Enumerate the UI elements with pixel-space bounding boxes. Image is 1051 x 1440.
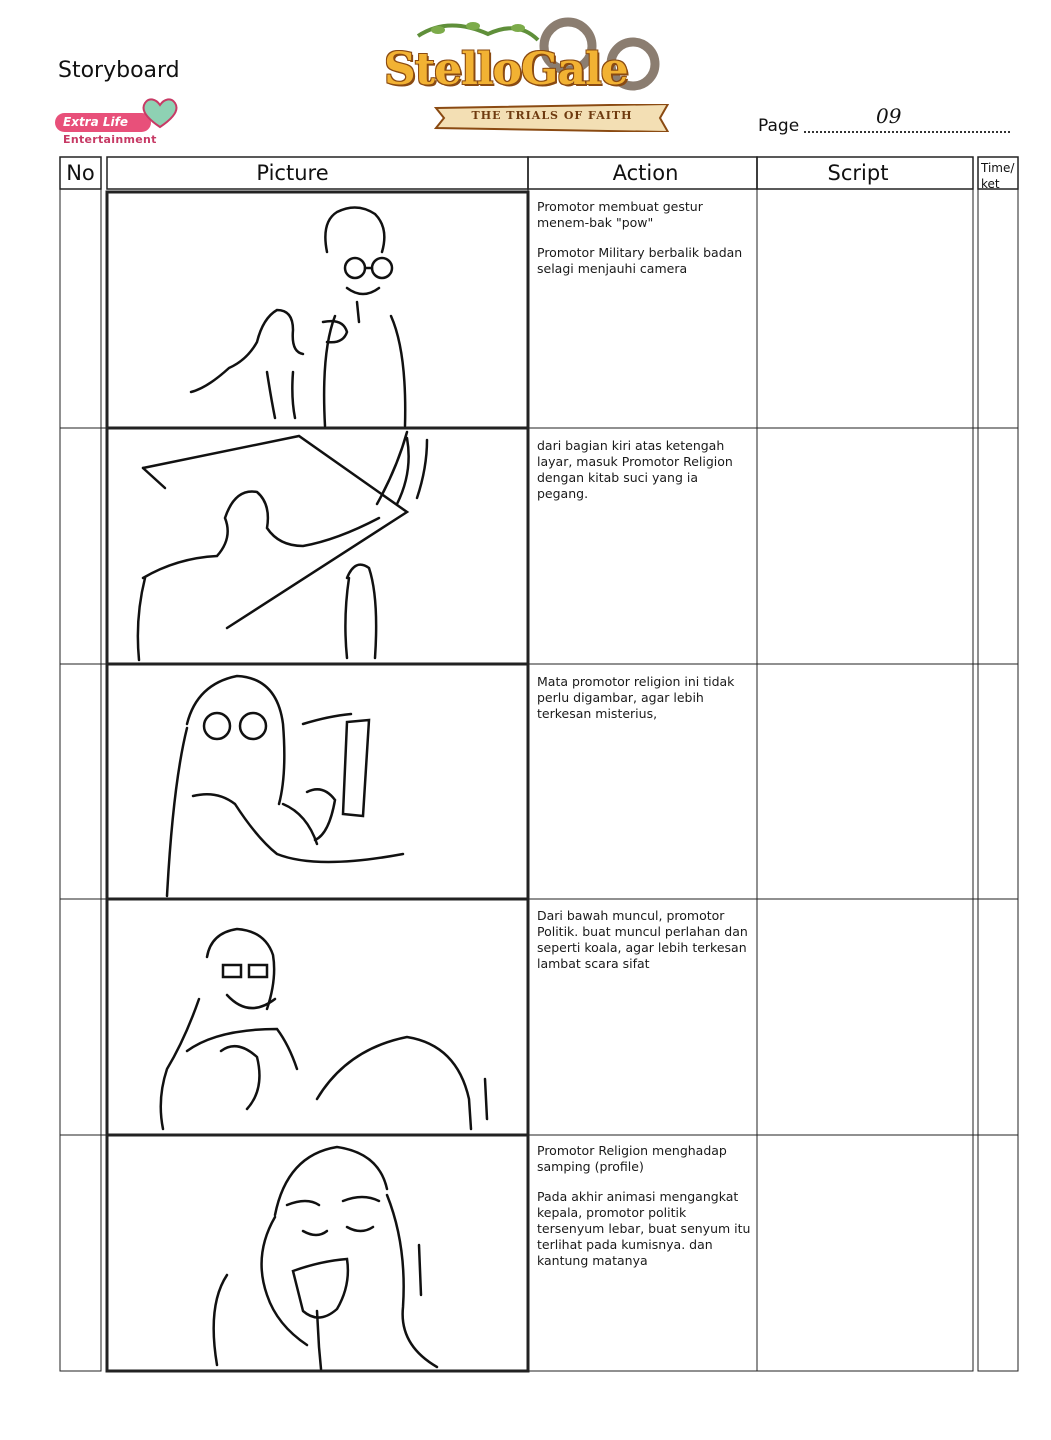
panel-3-sketch xyxy=(107,664,530,899)
game-logo-name: StelloGale xyxy=(384,44,628,95)
page-label: Page xyxy=(758,116,800,136)
studio-logo-name: Extra Life xyxy=(63,115,128,129)
row-5-action: Promotor Religion menghadap samping (profile) Pada akhir animasi mengangkat kepala, promotor politik tersenyum lebar, buat senyum itu terlihat pada kumisnya. dan kantung matanya xyxy=(537,1143,751,1268)
row-3-action: Mata promotor religion ini tidak perlu digambar, agar lebih terkesan misterius, xyxy=(537,674,735,721)
studio-logo xyxy=(55,97,180,147)
row-1-action: Promotor membuat gestur menem-bak "pow" Promotor Military berbalik badan selagi menjauhi camera xyxy=(537,199,743,276)
column-header-script: Script xyxy=(827,161,889,185)
column-header-picture: Picture xyxy=(256,161,329,185)
column-header-no: No xyxy=(66,161,95,185)
panel-5-sketch xyxy=(107,1135,530,1371)
row-4-action: Dari bawah muncul, promotor Politik. buat muncul perlahan dan seperti koala, agar lebih terkesan lambat scara sifat xyxy=(537,908,748,971)
row-2-action: dari bagian kiri atas ketengah layar, masuk Promotor Religion dengan kitab suci yang ia pegang. xyxy=(537,438,733,501)
game-logo xyxy=(378,16,678,136)
heart-icon xyxy=(141,97,179,129)
game-logo-ribbon xyxy=(434,104,670,132)
storyboard-title: Storyboard xyxy=(58,58,180,83)
panel-4-sketch xyxy=(107,899,530,1135)
studio-logo-sub: Entertainment xyxy=(63,133,157,146)
page-number-line xyxy=(804,131,1010,133)
column-header-time: Time/ ket xyxy=(981,161,1015,191)
panel-2-sketch xyxy=(107,428,530,664)
page-number: 09 xyxy=(876,104,902,128)
game-logo-subtitle: THE TRIALS OF FAITH xyxy=(471,109,633,122)
panel-1-sketch xyxy=(107,192,530,428)
column-header-action: Action xyxy=(612,161,679,185)
